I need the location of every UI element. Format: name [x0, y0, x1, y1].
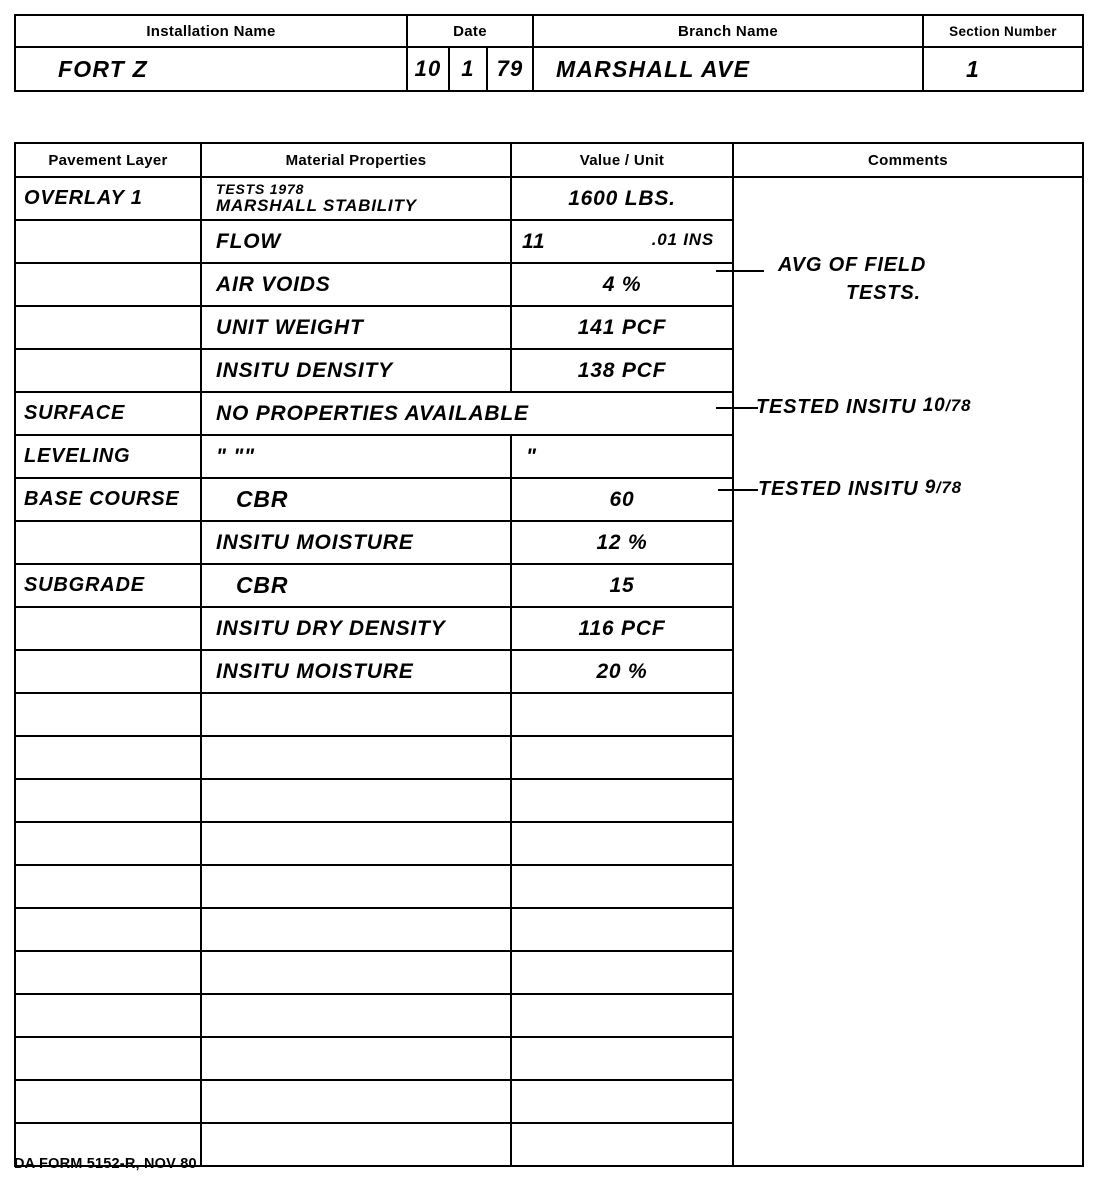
value-text: 138 PCF: [577, 358, 667, 382]
cell-material[interactable]: [201, 822, 511, 865]
cell-material[interactable]: [201, 435, 511, 478]
comment-note-3-num: 9: [924, 477, 937, 498]
cell-material[interactable]: [201, 263, 511, 306]
comment-note-2-num: 10: [922, 395, 946, 416]
cell-value[interactable]: [511, 822, 733, 865]
comment-note-2-den: 78: [950, 396, 972, 415]
cell-value[interactable]: [511, 607, 733, 650]
col-header-comments: Comments: [733, 143, 1083, 177]
cell-value[interactable]: [511, 521, 733, 564]
value-text: 20 %: [596, 659, 648, 683]
cell-value[interactable]: [511, 1080, 733, 1123]
layer-value: SURFACE: [24, 402, 126, 424]
cell-material[interactable]: [201, 1123, 511, 1166]
cell-value[interactable]: [511, 693, 733, 736]
cell-value[interactable]: [511, 478, 733, 521]
cell-layer[interactable]: [15, 865, 201, 908]
cell-value[interactable]: [511, 263, 733, 306]
cell-comments[interactable]: [733, 177, 1083, 1166]
table-row: [15, 177, 1083, 220]
value-text: ": [526, 444, 537, 468]
value-unit: .01 INS: [651, 229, 714, 249]
table-header-row: [15, 143, 1083, 177]
material-value: INSITU MOISTURE: [216, 530, 414, 554]
cell-material[interactable]: [201, 650, 511, 693]
layer-value: SUBGRADE: [24, 574, 145, 596]
col-header-value-unit: Value / Unit: [511, 143, 733, 177]
comment-note-2-fraction: 10/78: [922, 395, 972, 416]
cell-value[interactable]: [511, 865, 733, 908]
cell-layer[interactable]: [15, 1080, 201, 1123]
cell-layer[interactable]: [15, 908, 201, 951]
comment-note-1-line2: TESTS.: [846, 282, 921, 304]
leader-line-2: [716, 407, 758, 409]
value-text: 15: [609, 573, 635, 597]
header-table: [14, 14, 1084, 92]
date-day-value: 1: [461, 56, 475, 81]
cell-material[interactable]: [201, 478, 511, 521]
material-value: CBR: [236, 486, 289, 512]
layer-value: LEVELING: [24, 445, 131, 467]
comment-note-2: [756, 396, 971, 419]
date-year-value: 79: [496, 56, 524, 81]
layer-value: BASE COURSE: [24, 488, 180, 510]
cell-material[interactable]: [201, 564, 511, 607]
cell-value[interactable]: [511, 994, 733, 1037]
date-year-field[interactable]: [487, 47, 533, 91]
comment-note-1-line1: AVG OF FIELD: [778, 254, 927, 276]
cell-material[interactable]: [201, 779, 511, 822]
value-text: 4 %: [602, 272, 642, 296]
cell-value[interactable]: [511, 650, 733, 693]
material-value: INSITU DENSITY: [216, 358, 393, 382]
cell-layer[interactable]: [15, 177, 201, 220]
cell-value[interactable]: [511, 349, 733, 392]
material-value: INSITU DRY DENSITY: [216, 616, 446, 640]
header-installation-label: Installation Name: [15, 15, 407, 47]
col-header-material-properties: Material Properties: [201, 143, 511, 177]
layer-value: OVERLAY 1: [24, 187, 143, 209]
comment-note-2-text: TESTED INSITU: [756, 396, 917, 418]
installation-name-field[interactable]: [15, 47, 407, 91]
header-value-row: [15, 47, 1083, 91]
material-value-line2: MARSHALL STABILITY: [216, 195, 417, 215]
cell-layer[interactable]: [15, 478, 201, 521]
cell-material[interactable]: [201, 521, 511, 564]
cell-value[interactable]: [511, 177, 733, 220]
cell-value[interactable]: [511, 306, 733, 349]
cell-value[interactable]: [511, 908, 733, 951]
cell-material[interactable]: [201, 220, 511, 263]
header-branch-label: Branch Name: [533, 15, 923, 47]
section-number-field[interactable]: [923, 47, 1083, 91]
cell-layer[interactable]: [15, 1037, 201, 1080]
pavement-properties-table: [14, 142, 1084, 1167]
cell-value[interactable]: [511, 564, 733, 607]
cell-layer[interactable]: [15, 263, 201, 306]
header-label-row: [15, 15, 1083, 47]
cell-value[interactable]: [511, 779, 733, 822]
material-value: NO PROPERTIES AVAILABLE: [216, 401, 529, 425]
header-section-label: Section Number: [923, 15, 1083, 47]
cell-material[interactable]: [201, 693, 511, 736]
value-text: 12 %: [596, 530, 648, 554]
section-number-value: 1: [966, 55, 980, 82]
cell-value[interactable]: [511, 220, 733, 263]
cell-layer[interactable]: [15, 693, 201, 736]
material-value: " "": [216, 444, 255, 468]
cell-layer[interactable]: [15, 349, 201, 392]
material-value: FLOW: [216, 229, 282, 253]
form-number-footer: DA FORM 5152-R, NOV 80: [14, 1156, 197, 1172]
cell-value[interactable]: [511, 1123, 733, 1166]
comment-note-3-den: 78: [941, 478, 962, 497]
cell-layer[interactable]: [15, 822, 201, 865]
comment-note-3: [758, 478, 962, 501]
leader-line-1: [716, 270, 764, 272]
branch-name-field[interactable]: [533, 47, 923, 91]
cell-value[interactable]: [511, 736, 733, 779]
cell-layer[interactable]: [15, 521, 201, 564]
material-value: CBR: [236, 572, 289, 598]
cell-layer[interactable]: [15, 392, 201, 435]
col-header-pavement-layer: Pavement Layer: [15, 143, 201, 177]
cell-material[interactable]: [201, 306, 511, 349]
material-value: UNIT WEIGHT: [216, 315, 364, 339]
comment-note-3-text: TESTED INSITU: [758, 478, 919, 500]
cell-material[interactable]: [201, 908, 511, 951]
cell-material[interactable]: [201, 865, 511, 908]
header-date-label: Date: [407, 15, 533, 47]
cell-layer[interactable]: [15, 607, 201, 650]
material-value-line1: TESTS 1978: [216, 181, 305, 198]
material-value: INSITU MOISTURE: [216, 659, 414, 683]
cell-value[interactable]: [511, 951, 733, 994]
cell-material[interactable]: [201, 736, 511, 779]
cell-layer[interactable]: [15, 951, 201, 994]
cell-layer[interactable]: [15, 306, 201, 349]
leader-line-3: [718, 489, 758, 491]
value-text: 1600 LBS.: [568, 186, 676, 210]
cell-material[interactable]: [201, 392, 733, 435]
cell-material[interactable]: [201, 1080, 511, 1123]
cell-material[interactable]: [201, 951, 511, 994]
cell-material[interactable]: [201, 349, 511, 392]
date-month-value: 10: [414, 56, 442, 81]
cell-layer[interactable]: [15, 650, 201, 693]
value-text: 60: [609, 487, 635, 511]
cell-value[interactable]: [511, 435, 733, 478]
cell-material[interactable]: [201, 177, 511, 220]
cell-layer[interactable]: [15, 220, 201, 263]
cell-material[interactable]: [201, 994, 511, 1037]
date-month-field[interactable]: [407, 47, 449, 91]
installation-name-value: FORT Z: [58, 55, 148, 82]
cell-layer[interactable]: [15, 779, 201, 822]
value-count: 11: [522, 229, 546, 253]
branch-name-value: MARSHALL AVE: [556, 55, 751, 82]
cell-value[interactable]: [511, 1037, 733, 1080]
value-text: 141 PCF: [577, 315, 667, 339]
cell-layer[interactable]: [15, 435, 201, 478]
cell-material[interactable]: [201, 607, 511, 650]
cell-layer[interactable]: [15, 994, 201, 1037]
cell-layer[interactable]: [15, 564, 201, 607]
value-text: 116 PCF: [578, 616, 666, 640]
cell-material[interactable]: [201, 1037, 511, 1080]
date-day-field[interactable]: [449, 47, 487, 91]
material-value: AIR VOIDS: [216, 272, 331, 296]
cell-layer[interactable]: [15, 736, 201, 779]
comment-note-3-fraction: 9/78: [924, 477, 962, 498]
